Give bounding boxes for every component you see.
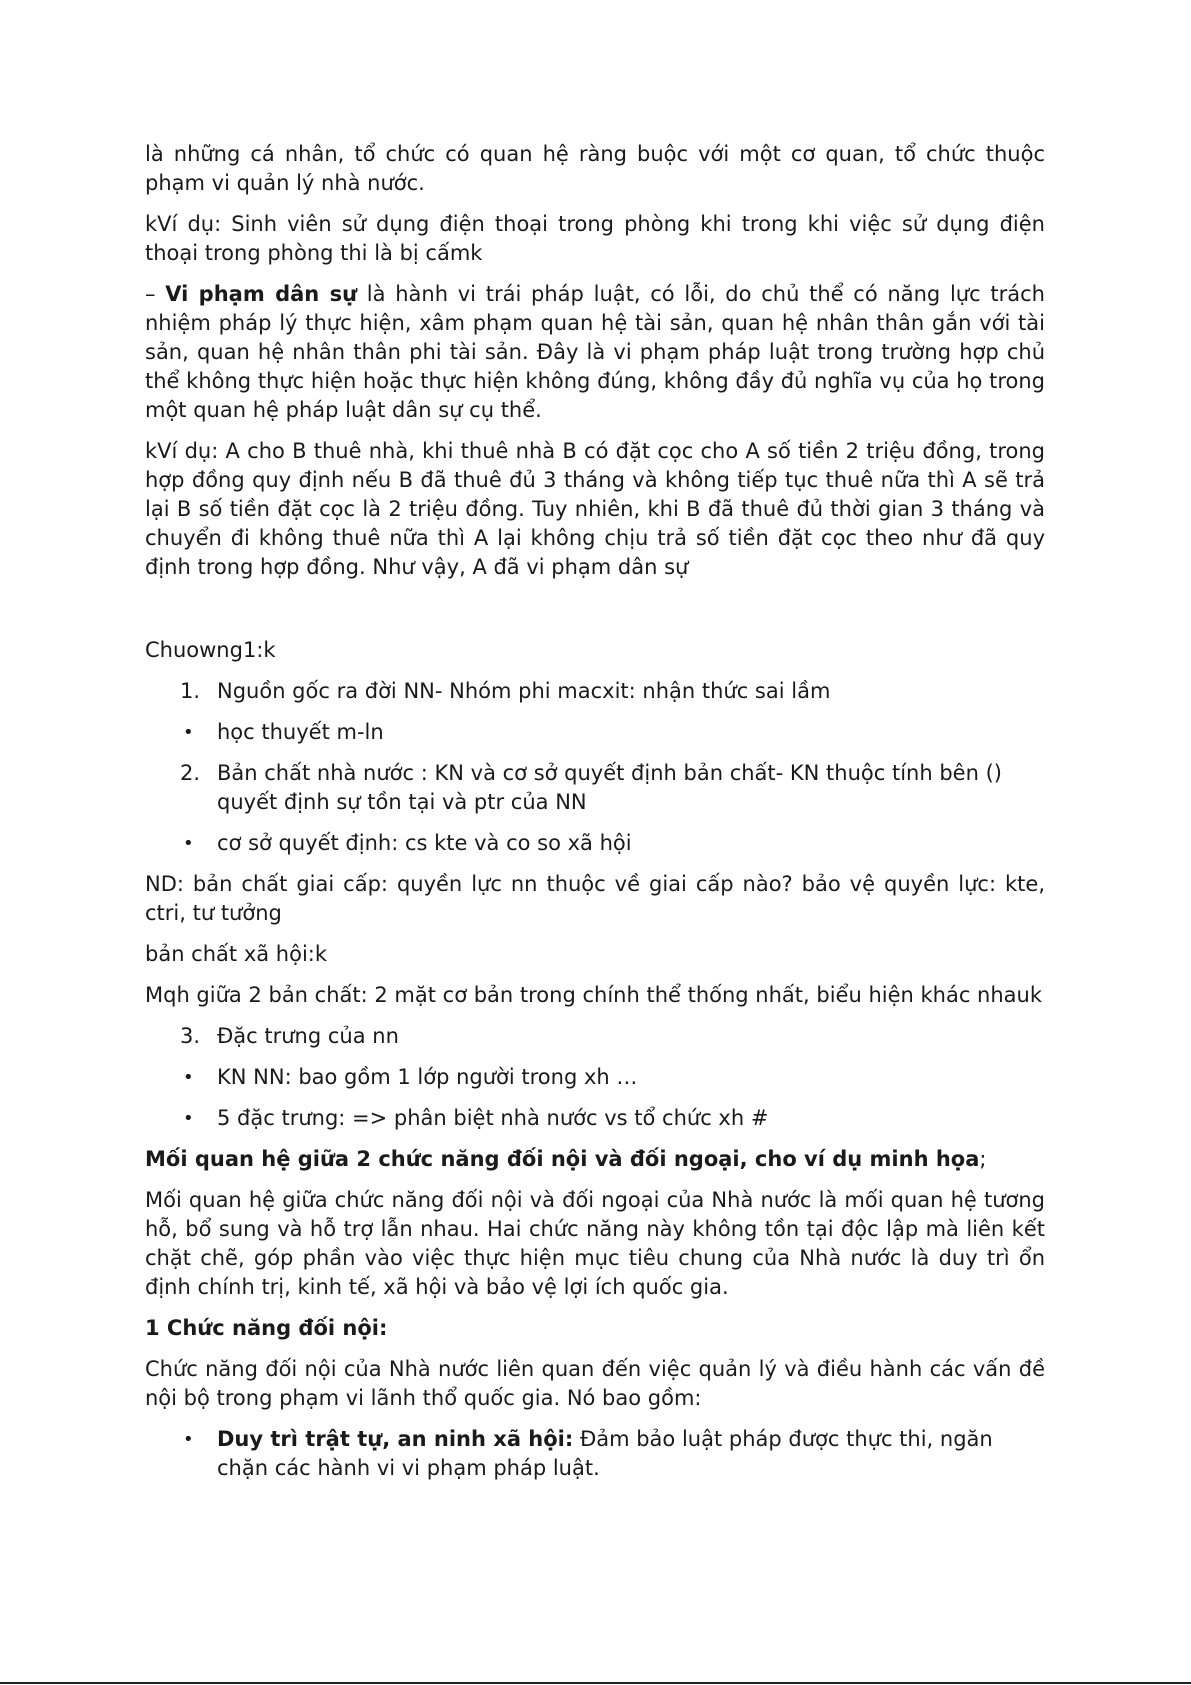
paragraph-functions-relationship: Mối quan hệ giữa chức năng đối nội và đối ngoại của Nhà nước là mối quan hệ tương hỗ, bổ sung và hỗ trợ lẫn nhau. Hai chức năng này không tồn tại độc lập mà liên kết chặt chẽ, góp phần vào việc thực hiện mục tiêu chung của Nhà nước là duy trì ổn định chính trị, kinh tế, xã hội và bảo vệ lợi ích quốc gia. [145, 1188, 1045, 1299]
item-text: KN NN: bao gồm 1 lớp người trong xh … [217, 1065, 638, 1089]
section-heading [145, 1145, 1045, 1174]
bullet-desc: Đảm bảo luật pháp được thực thi, ngăn chặn các hành vi vi phạm pháp luật. [217, 1427, 993, 1480]
bullet-item-5 [145, 1425, 1045, 1483]
bullet-item-1 [145, 718, 1045, 747]
heading-tail: ; [979, 1147, 987, 1171]
chapter-label: Chuowng1:k [145, 638, 276, 662]
definition-text: là hành vi trái pháp luật, có lỗi, do chủ thể có năng lực trách nhiệm pháp lý thực hiện, xâm phạm quan hệ tài sản, quan hệ nhân thân gắn với tài sản, quan hệ nhân thân phi tài sản. Đây là vi phạm pháp luật trong trường hợp chủ thể không thực hiện hoặc thực hiện không đúng, không đầy đủ nghĩa vụ của họ trong một quan hệ pháp luật dân sự cụ thể. [145, 282, 1045, 422]
numbered-item-2 [145, 759, 1045, 817]
subheading-domestic-function: 1 Chức năng đối nội: [145, 1316, 388, 1340]
paragraph-domestic-function: Chức năng đối nội của Nhà nước liên quan đến việc quản lý và điều hành các vấn đề nội bộ trong phạm vi lãnh thổ quốc gia. Nó bao gồm: [145, 1357, 1045, 1410]
item-number: 1. [179, 679, 200, 703]
page-bottom-rule [0, 1682, 1191, 1684]
item-text: cơ sở quyết định: cs kte và co so xã hội [217, 831, 632, 855]
paragraph-example-2: kVí dụ: A cho B thuê nhà, khi thuê nhà B có đặt cọc cho A số tiền 2 triệu đồng, trong hợp đồng quy định nếu B đã thuê đủ 3 tháng và không tiếp tục thuê nữa thì A sẽ trả lại B số tiền đặt cọc là 2 triệu đồng. Tuy nhiên, khi B đã thuê đủ thời gian 3 tháng và chuyển đi không thuê nữa thì A lại không chịu trả số tiền đặt cọc theo như đã quy định trong hợp đồng. Như vậy, A đã vi phạm dân sự [145, 439, 1045, 579]
paragraph-nd: ND: bản chất giai cấp: quyền lực nn thuộc về giai cấp nào? bảo vệ quyền lực: kte, ctri, tư tưởng [145, 872, 1045, 925]
bullet-icon: • [183, 722, 194, 743]
bullet-item-2 [145, 829, 1045, 858]
bullet-icon: • [183, 1108, 194, 1129]
numbered-item-3 [145, 1022, 1045, 1051]
dash: – [145, 282, 166, 306]
bullet-item-4 [145, 1104, 1045, 1133]
bullet-icon: • [183, 1067, 194, 1088]
bullet-item-3 [145, 1063, 1045, 1092]
spacer [145, 594, 1045, 636]
item-text: 5 đặc trưng: => phân biệt nhà nước vs tổ chức xh # [217, 1106, 769, 1130]
paragraph-intro: là những cá nhân, tổ chức có quan hệ ràng buộc với một cơ quan, tổ chức thuộc phạm vi quản lý nhà nước. [145, 142, 1045, 195]
document-body [145, 140, 1045, 1495]
paragraph-example-1: kVí dụ: Sinh viên sử dụng điện thoại trong phòng khi trong khi việc sử dụng điện thoại trong phòng thi là bị cấmk [145, 212, 1045, 265]
item-text: học thuyết m-ln [217, 720, 384, 744]
item-text: Bản chất nhà nước : KN và cơ sở quyết định bản chất- KN thuộc tính bên () quyết định sự tồn tại và ptr của NN [217, 761, 1002, 814]
item-number: 2. [179, 761, 200, 785]
paragraph-civil-violation [145, 280, 1045, 425]
item-number: 3. [179, 1024, 200, 1048]
numbered-item-1 [145, 677, 1045, 706]
bullet-icon: • [183, 1429, 194, 1450]
bullet-icon: • [183, 833, 194, 854]
item-text: Nguồn gốc ra đời NN- Nhóm phi macxit: nhận thức sai lầm [217, 679, 831, 703]
item-text: Đặc trưng của nn [217, 1024, 399, 1048]
paragraph-social-nature: bản chất xã hội:k [145, 942, 328, 966]
heading-text: Mối quan hệ giữa 2 chức năng đối nội và đối ngoại, cho ví dụ minh họa [145, 1147, 980, 1171]
item-text [217, 1427, 993, 1480]
term-civil-violation: Vi phạm dân sự [165, 282, 358, 306]
paragraph-relationship: Mqh giữa 2 bản chất: 2 mặt cơ bản trong chính thể thống nhất, biểu hiện khác nhauk [145, 983, 1043, 1007]
bullet-term: Duy trì trật tự, an ninh xã hội: [217, 1427, 574, 1451]
